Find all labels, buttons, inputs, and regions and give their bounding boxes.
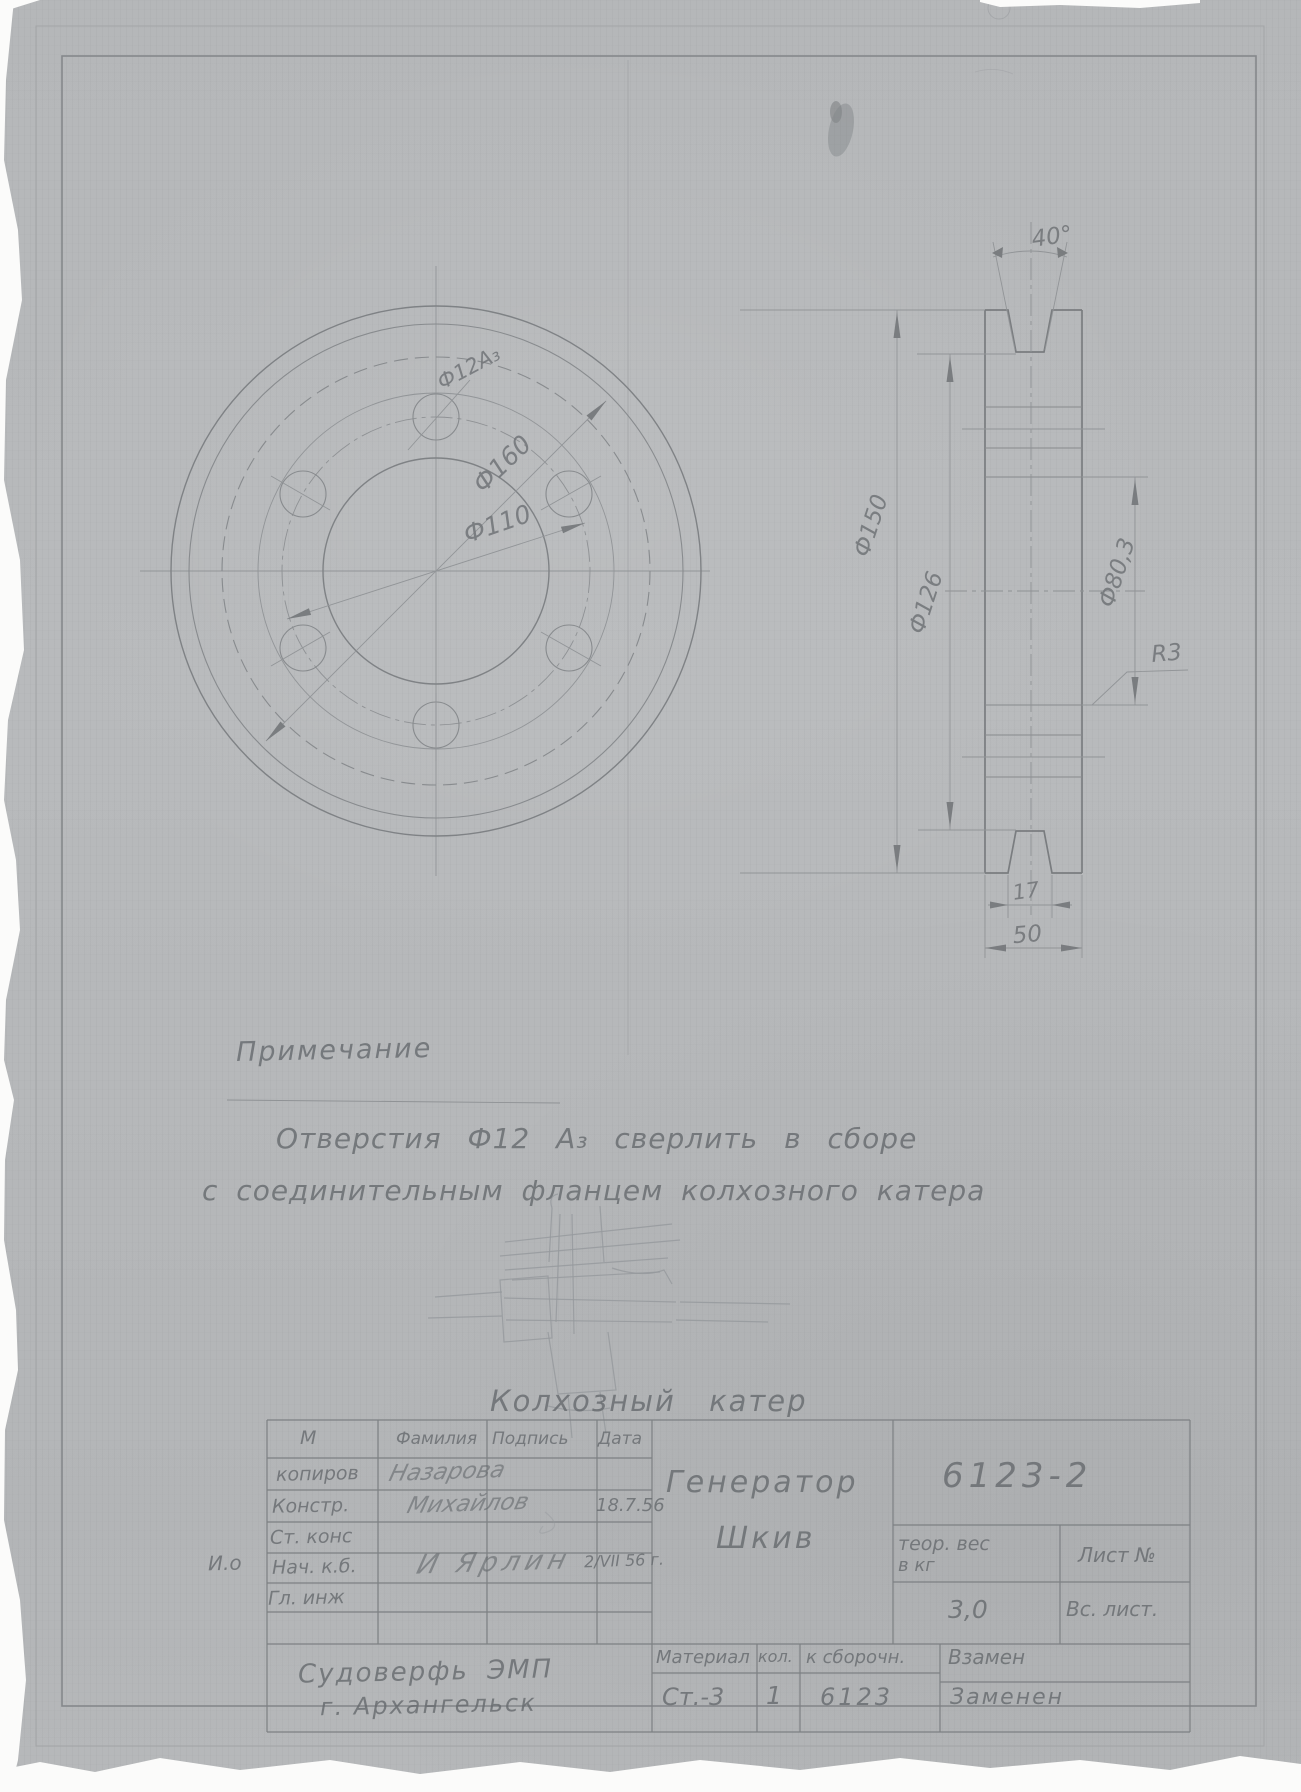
tb-replacement-label: Взамен — [948, 1645, 1026, 1669]
tb-org-name: Судоверфь ЭМП — [297, 1654, 554, 1690]
dim-label-outer-dia: Ф150 — [849, 491, 894, 561]
tb-weight-label-1: теор. вес — [898, 1533, 990, 1555]
tb-material-value: Ст.-3 — [662, 1683, 725, 1711]
dim-label-hub: Ф110 — [459, 498, 535, 549]
tb-row-date: 18.7.56 — [596, 1495, 665, 1516]
tb-assembly-ref-value: 6123 — [820, 1683, 894, 1711]
tb-part-name: Шкив — [716, 1521, 816, 1556]
tb-qty-label: кол. — [758, 1647, 793, 1666]
tb-row-signature: Назарова — [386, 1457, 509, 1487]
tb-org-city: г. Архангельск — [319, 1688, 537, 1722]
tb-total-sheets-label: Вс. лист. — [1066, 1597, 1159, 1621]
dim-label-angle: 40° — [1030, 221, 1075, 253]
front-view — [140, 266, 710, 876]
tb-row-signature: Михайлов — [404, 1488, 532, 1520]
tb-row-date: 2/VII 56 г. — [583, 1549, 665, 1572]
section-view — [740, 221, 1188, 958]
tb-row-role: Констр. — [271, 1494, 350, 1518]
tb-acting-note: И.о — [207, 1550, 242, 1576]
tb-assembly-ref-label: к сборочн. — [806, 1647, 906, 1668]
tb-replacement-value: Заменен — [950, 1685, 1065, 1710]
dim-label-fillet: R3 — [1150, 639, 1184, 668]
paper-artifacts — [628, 0, 1013, 1055]
tb-header-sign: Подпись — [492, 1429, 569, 1449]
note-line-1: Отверстия Ф12 А₃ сверлить в сборе — [276, 1122, 918, 1155]
tb-weight-label-2: в кг — [898, 1555, 935, 1576]
tb-sheet-label: Лист № — [1078, 1543, 1156, 1567]
tb-weight-value: 3,0 — [948, 1595, 988, 1624]
tb-header-name: Фамилия — [396, 1429, 478, 1449]
dim-label-groove-width: 17 — [1011, 877, 1041, 905]
tb-header-no: М — [300, 1427, 317, 1449]
tb-assembly-name: Генератор — [666, 1465, 859, 1500]
note-underline — [227, 1100, 560, 1103]
tb-row-role: Гл. инж — [267, 1586, 345, 1610]
sketch-caption: Колхозный катер — [490, 1384, 808, 1418]
dim-label-bolt-circle: Ф160 — [467, 429, 538, 499]
note-title: Примечание — [235, 1032, 433, 1069]
dim-label-bore-dia: Ф80,3 — [1094, 535, 1141, 611]
tb-header-date: Дата — [598, 1429, 643, 1449]
tb-qty-value: 1 — [766, 1681, 782, 1710]
dim-label-hole: Ф12А₃ — [433, 341, 505, 395]
dim-label-width: 50 — [1011, 920, 1044, 950]
tb-material-label: Материал — [656, 1647, 750, 1668]
tb-row-role: Ст. конс — [269, 1525, 353, 1549]
note-line-2: с соединительным фланцем колхозного катера — [202, 1174, 986, 1207]
dim-label-groove-dia: Ф126 — [904, 568, 949, 638]
tb-row-role: Нач. к.б. — [271, 1555, 357, 1579]
tb-drawing-number: 6123-2 — [942, 1456, 1093, 1496]
tb-row-signature: И Ярлин — [413, 1544, 575, 1581]
tb-row-role: копиров — [275, 1462, 359, 1486]
